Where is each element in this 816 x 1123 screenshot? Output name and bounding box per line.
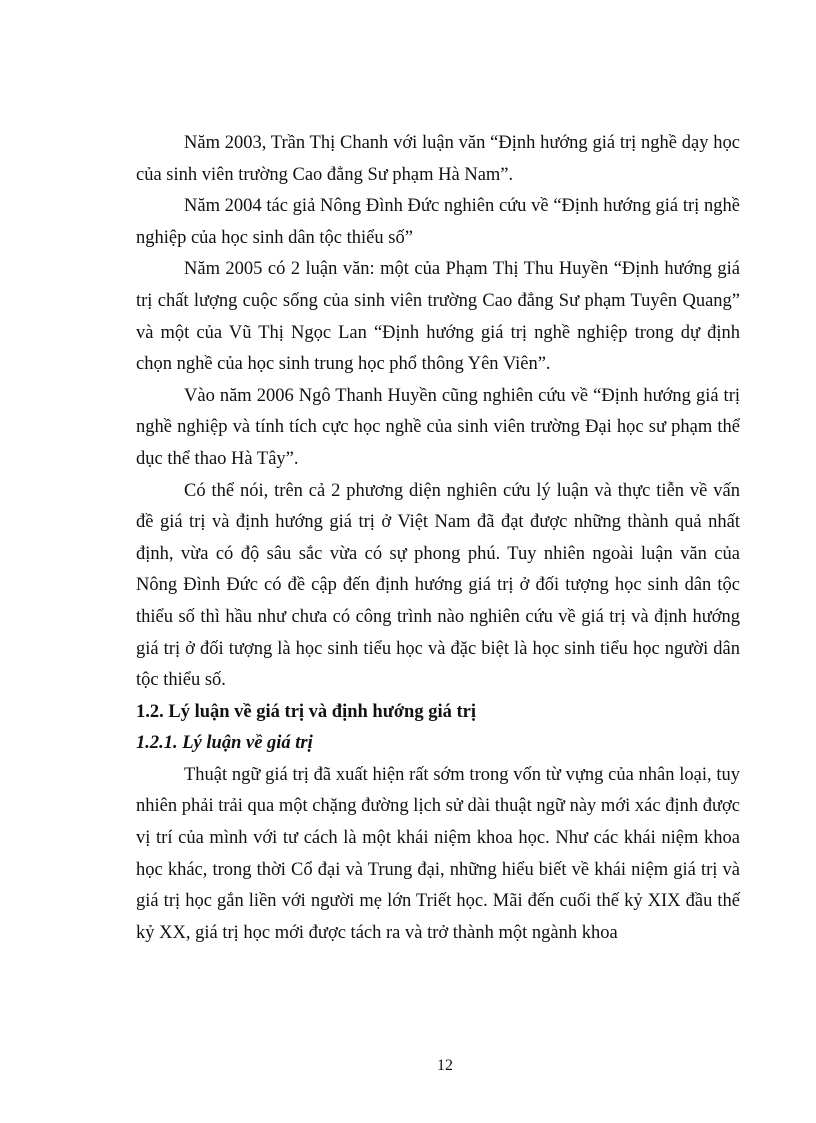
paragraph-2003-thesis: Năm 2003, Trần Thị Chanh với luận văn “Định hướng giá trị nghề dạy học của sinh viên trường Cao đẳng Sư phạm Hà Nam”. bbox=[136, 133, 740, 185]
page-body bbox=[136, 128, 740, 949]
paragraph-2004-research: Năm 2004 tác giả Nông Đình Đức nghiên cứu về “Định hướng giá trị nghề nghiệp của học sinh dân tộc thiểu số” bbox=[136, 196, 740, 248]
paragraph-2006-research: Vào năm 2006 Ngô Thanh Huyền cũng nghiên cứu về “Định hướng giá trị nghề nghiệp và tính tích cực học nghề của sinh viên trường Đại học sư phạm thể dục thể thao Hà Tây”. bbox=[136, 385, 740, 469]
page-number: 12 bbox=[437, 1057, 453, 1074]
paragraph-summary: Có thể nói, trên cả 2 phương diện nghiên cứu lý luận và thực tiễn về vấn đề giá trị và định hướng giá trị ở Việt Nam đã đạt được những thành quả nhất định, vừa có độ sâu sắc vừa có sự phong phú. Tuy nhiên ngoài luận văn của Nông Đình Đức có đề cập đến định hướng giá trị ở đối tượng học sinh dân tộc thiểu số thì hầu như chưa có công trình nào nghiên cứu về giá trị và định hướng giá trị ở đối tượng là học sinh tiểu học và đặc biệt là học sinh tiểu học người dân tộc thiểu số. bbox=[136, 480, 740, 691]
section-heading: 1.2. Lý luận về giá trị và định hướng giá trị bbox=[136, 701, 477, 722]
subsection-heading: 1.2.1. Lý luận về giá trị bbox=[136, 733, 313, 754]
paragraph-value-theory: Thuật ngữ giá trị đã xuất hiện rất sớm trong vốn từ vựng của nhân loại, tuy nhiên phải trải qua một chặng đường lịch sử dài thuật ngữ này mới xác định được vị trí của mình với tư cách là một khái niệm khoa học. Như các khái niệm khoa học khác, trong thời Cổ đại và Trung đại, những hiểu biết về khái niệm giá trị và giá trị học gắn liền với người mẹ lớn Triết học. Mãi đến cuối thế kỷ XIX đầu thế kỷ XX, giá trị học mới được tách ra và trở thành một ngành khoa bbox=[136, 764, 740, 943]
paragraph-2005-theses: Năm 2005 có 2 luận văn: một của Phạm Thị Thu Huyền “Định hướng giá trị chất lượng cuộc sống của sinh viên trường Cao đẳng Sư phạm Tuyên Quang” và một của Vũ Thị Ngọc Lan “Định hướng giá trị nghề nghiệp trong dự định chọn nghề của học sinh trung học phổ thông Yên Viên”. bbox=[136, 259, 740, 375]
